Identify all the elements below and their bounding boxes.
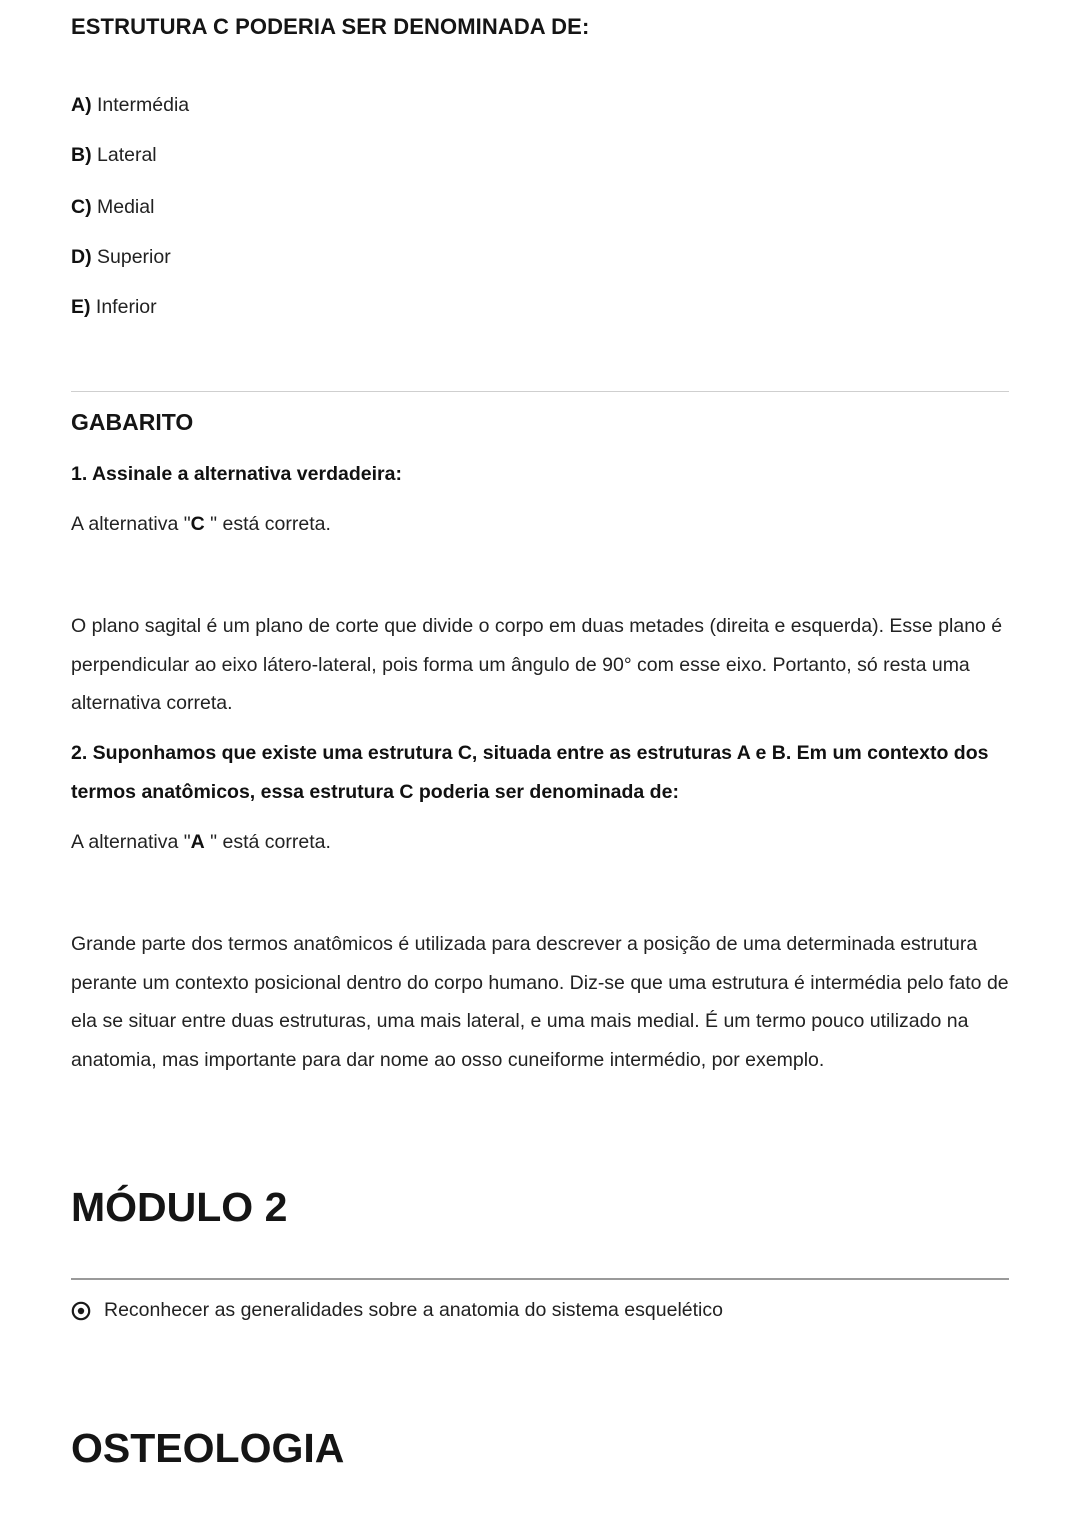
target-icon [71, 1301, 91, 1321]
option-letter: D) [71, 246, 92, 268]
answer-suffix: " está correta. [204, 513, 331, 535]
answer-letter: C [190, 513, 205, 535]
option-letter: E) [71, 296, 91, 318]
question-title: ESTRUTURA C PODERIA SER DENOMINADA DE: [71, 14, 590, 39]
option-letter: A) [71, 94, 92, 116]
section-title: OSTEOLOGIA [71, 1425, 345, 1471]
option-text: Superior [97, 246, 171, 268]
option-text: Intermédia [97, 94, 190, 116]
gabarito-answer-1 [71, 513, 331, 536]
option-e [71, 295, 157, 319]
gabarito-explanation-1: O plano sagital é um plano de corte que divide o corpo em duas metades (direita e esquerda). Esse plano é perpendicular ao eixo látero-lateral, pois forma um ângulo de 90° com esse eixo. Portanto, só resta uma alternativa correta. [71, 615, 1003, 714]
option-text: Inferior [95, 296, 157, 318]
module-objective [71, 1299, 723, 1322]
option-c [71, 195, 154, 219]
module-title: MÓDULO 2 [71, 1184, 288, 1230]
gabarito-explanation-2: Grande parte dos termos anatômicos é utilizada para descrever a posição de uma determinada estrutura perante um contexto posicional dentro do corpo humano. Diz-se que uma estrutura é intermédia pelo fato de ela se situar entre duas estruturas, uma mais lateral, e uma mais medial. É um termo pouco utilizado na anatomia, mas importante para dar nome ao osso cuneiforme intermédio, por exemplo. [71, 933, 1009, 1071]
option-b [71, 143, 157, 167]
gabarito-question-2: 2. Suponhamos que existe uma estrutura C, situada entre as estruturas A e B. Em um contexto dos termos anatômicos, essa estrutura C poderia ser denominada de: [71, 742, 989, 803]
answer-prefix: A alternativa " [71, 513, 191, 535]
gabarito-title: GABARITO [71, 409, 194, 435]
answer-suffix: " está correta. [204, 831, 331, 853]
option-letter: B) [71, 144, 92, 166]
answer-prefix: A alternativa " [71, 831, 191, 853]
option-a [71, 93, 189, 117]
option-letter: C) [71, 196, 92, 218]
gabarito-question-1: 1. Assinale a alternativa verdadeira: [71, 463, 402, 485]
option-text: Lateral [97, 144, 157, 166]
answer-letter: A [190, 831, 205, 853]
objective-text: Reconhecer as generalidades sobre a anatomia do sistema esquelético [104, 1299, 723, 1321]
option-text: Medial [97, 196, 155, 218]
module-divider [71, 1278, 1009, 1280]
gabarito-answer-2 [71, 831, 331, 854]
option-d [71, 245, 171, 269]
section-divider [71, 391, 1009, 392]
